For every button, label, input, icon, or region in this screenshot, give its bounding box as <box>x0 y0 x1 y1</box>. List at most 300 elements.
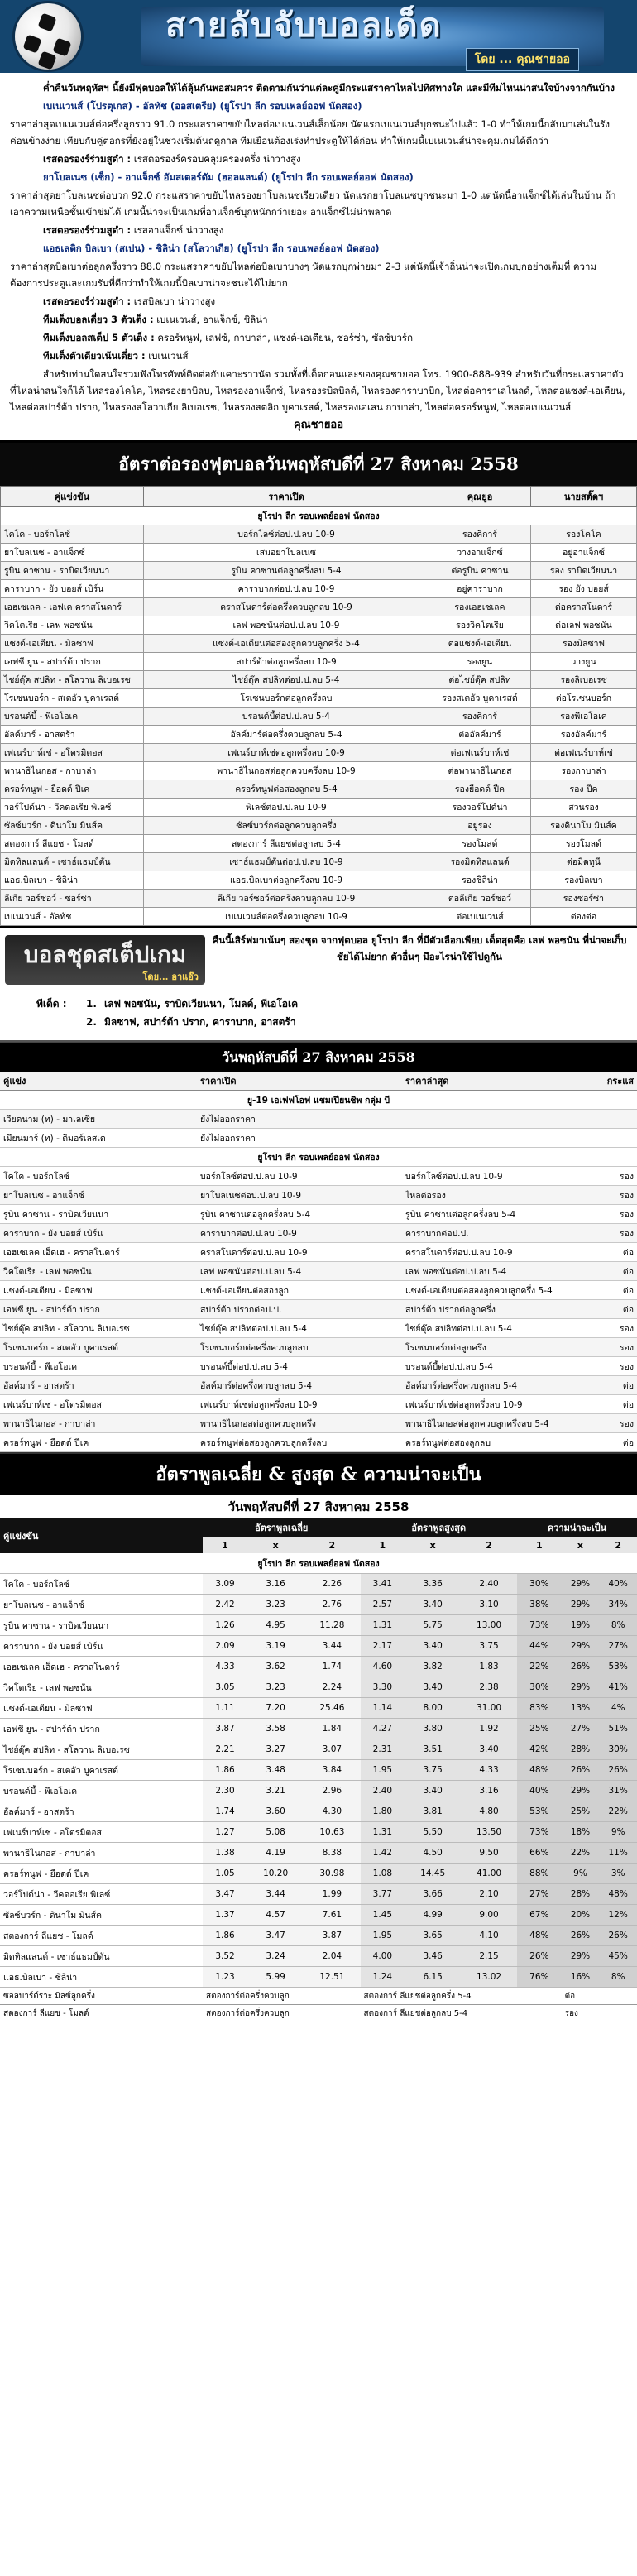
pool-avg: 3.47 <box>247 1926 304 1946</box>
pool-avg: 1.27 <box>203 1822 247 1843</box>
pool-prob: 28% <box>562 1739 600 1760</box>
pool-prob: 67% <box>517 1905 562 1926</box>
odds-match: แซงต์-เอเตียน - มิลซาฟ <box>1 635 144 653</box>
trend-latest <box>402 1110 589 1129</box>
pool-match: วิคโตเรีย - เลฟ พอซนัน <box>0 1677 203 1698</box>
trend-direction: รอง <box>589 1186 637 1205</box>
odds-match: มิดทิลแลนด์ - เซาธ์แธมป์ตัน <box>1 853 144 871</box>
odds-match: โคโค - บอร์กโลซ์ <box>1 525 144 544</box>
col-outcome: x <box>247 1537 304 1553</box>
pool-match: วอร์โปด์น่า - วีคดอเรีย พิเลซ์ <box>0 1884 203 1905</box>
pool-prob: 44% <box>517 1636 562 1657</box>
pool-avg: 2.30 <box>203 1781 247 1801</box>
pool-avg: 3.27 <box>247 1739 304 1760</box>
pool-avg: 1.37 <box>203 1905 247 1926</box>
trend-direction: ต่อ <box>589 1281 637 1300</box>
pool-prob: 51% <box>599 1719 637 1739</box>
match-2-fav: เรสตอรองร์ร่วมสูดำ : เรสอาแจ็กซ์ น่าวางสูง <box>43 224 224 236</box>
trend-open: ไชย์ดุ๊ค สปลิทต่อป.ป.ลบ 5-4 <box>197 1319 402 1338</box>
odds-tip-2: ต่อมิดทูนี <box>531 853 637 871</box>
promo-logo: บอลชุดสเต็ปเกม โดย... อาแอ๊ว <box>5 935 205 985</box>
trend-match: บรอนด์บี้ - พีเอโอเค <box>0 1357 197 1376</box>
odds-open: อัลค์มาร์ต่อครึ่งควบลูกลบ 5-4 <box>144 726 429 744</box>
trend-row <box>0 1224 637 1243</box>
trend-open: ยาโบลเนซต่อป.ป.ลบ 10-9 <box>197 1186 402 1205</box>
pool-prob: 22% <box>517 1657 562 1677</box>
pool-avg: 3.07 <box>304 1739 360 1760</box>
odds-open: สปาร์ต้าต่อลูกครึ่งลบ 10-9 <box>144 653 429 671</box>
trend-direction <box>589 1129 637 1148</box>
odds-tip-2: รองซอร์ซ่า <box>531 890 637 908</box>
odds-row <box>1 708 637 726</box>
trend-latest: เลฟ พอซนันต่อป.ป.ลบ 5-4 <box>402 1262 589 1281</box>
col-outcome: x <box>562 1537 600 1553</box>
pool-prob: 12% <box>599 1905 637 1926</box>
league-row: ยูโรปา ลีก รอบเพลย์ออฟ นัดสอง <box>1 507 637 525</box>
pool-row <box>0 1967 637 1988</box>
pool-row <box>0 1864 637 1884</box>
pool-prob: 8% <box>599 1615 637 1636</box>
match-2-body: ราคาล่าสุดยาโบลเนซต่อบวก 92.0 กระแสราคาขยับไหลรองยาโบลเนซเรียวเดียว นัดแรกยาโบลเนซบุกชนะมา 1-0 แต่นัดนี้อาแจ็กซ์ได้เล่นในบ้าน ถ้าเอาความเหนือชั้นเข้าข่มได้ เกมนี้น่าจะเป็นเกมที่อาแจ็กซ์บุกหนักกว่าเยอะ อาแจ็กซ์ไม่น่าพลาด <box>10 189 616 218</box>
odds-tip-2: ต่อเฟเนร์บาห์เช่ <box>531 744 637 762</box>
pool-avg: 3.58 <box>247 1719 304 1739</box>
pool-prob: 83% <box>517 1698 562 1719</box>
pool-prob: 28% <box>562 1884 600 1905</box>
odds-tip-2: รองดินาโม มินส์ค <box>531 817 637 835</box>
league-name: ยูโรปา ลีก รอบเพลย์ออฟ นัดสอง <box>0 1148 637 1167</box>
contact-paragraph: สำหรับท่านใดสนใจร่วมฟังโทรศัพท์ติดต่อกับเคาะราวนัด รวมทั้งที่เด็ดก่อนและของคุณชายออ โทร. 1900-888-939 สำหรับวันที่กระแสราคาตัวที่ไหลน่าสนใจก็ได้ ไหลรองโคโค, ไหลรองยาบิลบ, ไหลรองอาแจ็กซ์, ไหลรองรบิลบิลต์, ไหลรองคาราบาบิก, ไหลต่อคาราเลโนลด์, ไหลต่อแซงต์-เอเตียน, ไหลต่อสปาร์ต้า ปราก, ไหลรองสโลวาเกีย ลิเบอเรซ, ไหลรองสตลิก บูคาเรสต์, ไหลรองเอเลน กาบาล่า, ไหลต่อครอร์ทนูฟ, ไหลต่อเบเนเวนส์ <box>10 368 625 413</box>
pool-prob: 25% <box>517 1719 562 1739</box>
pool-max: 3.30 <box>361 1677 405 1698</box>
trend-row <box>0 1243 637 1262</box>
odds-row <box>1 580 637 598</box>
odds-open: พิเลซ์ต่อป.ป.ลบ 10-9 <box>144 799 429 817</box>
pool-avg: 2.24 <box>304 1677 360 1698</box>
odds-open: ซัลซ์บวร์กต่อลูกควบลูกครึ่ง <box>144 817 429 835</box>
pool-max: 4.27 <box>361 1719 405 1739</box>
pool-max: 3.40 <box>405 1677 461 1698</box>
odds-tip-1: รองเอฮเซเลค <box>429 598 531 616</box>
trend-open: บอร์กโลซ์ต่อป.ป.ลบ 10-9 <box>197 1167 402 1186</box>
odds-tip-2: รองพีเอโอเค <box>531 708 637 726</box>
odds-open: เสมอยาโบลเนซ <box>144 544 429 562</box>
trend-direction: รอง <box>589 1167 637 1186</box>
trend-open: บรอนด์บี้ต่อป.ป.ลบ 5-4 <box>197 1357 402 1376</box>
odds-row <box>1 562 637 580</box>
header-banner <box>0 0 637 73</box>
trend-latest <box>402 1129 589 1148</box>
pool-max: 1.80 <box>361 1801 405 1822</box>
pool-max: 3.75 <box>461 1636 517 1657</box>
trend-match: อัลค์มาร์ - อาสตร้า <box>0 1376 197 1395</box>
pool-section <box>0 1452 637 2022</box>
pool-prob: 53% <box>599 1657 637 1677</box>
odds-tip-1: อยู่รอง <box>429 817 531 835</box>
odds-match: เบเนเวนส์ - อัลทัช <box>1 908 144 926</box>
pool-max: 4.33 <box>461 1760 517 1781</box>
pool-table <box>0 1518 637 2022</box>
odds-match: โรเซนบอร์ก - สเตอัว บูคาเรสต์ <box>1 689 144 708</box>
pool-avg: 3.48 <box>247 1760 304 1781</box>
trend-open: คราสโนดาร์ต่อป.ป.ลบ 10-9 <box>197 1243 402 1262</box>
pool-max: 1.24 <box>361 1967 405 1988</box>
pool-max: 2.17 <box>361 1636 405 1657</box>
pool-avg: 3.21 <box>247 1781 304 1801</box>
odds-row <box>1 817 637 835</box>
pool-prob: 3% <box>599 1864 637 1884</box>
pool-match: คาราบาก - ยัง บอยส์ เบิร์น <box>0 1636 203 1657</box>
pool-avg: 1.74 <box>203 1801 247 1822</box>
summary-step: ทีมเต็งบอลสเต็ป 5 ตัวเต็ง : ครอร์ทนูฟ, เลฟซ์, กาบาล่า, แซงต์-เอเตียน, ซอร์ซ่า, ซัลซ์บวร์ก <box>43 332 414 343</box>
pool-match: ซัลซ์บวร์ก - ดินาโม มินส์ค <box>0 1905 203 1926</box>
intro-lead: ค่ำคืนวันพฤหัสฯ นี้ยังมีฟุตบอลให้ได้ลุ้นกันพอสมควร ติดตามกันว่าแต่ละคู่มีกระแสราคาไหลไปทิศทางใด และมีทีมไหนน่าสนใจบ้างจากกันบ้าง <box>43 82 615 94</box>
col-match: คู่แข่งขัน <box>1 487 144 507</box>
col-outcome: 2 <box>599 1537 637 1553</box>
col-match: คู่แข่ง <box>0 1072 197 1091</box>
odds-tip-1: ต่อรูบิน คาซาน <box>429 562 531 580</box>
odds-match: ไชย์ดุ๊ค สปลิท - สโลวาน ลิเบอเรซ <box>1 671 144 689</box>
match-3-title: แอธเลติก บิลเบา (สเปน) - ชิลิน่า (สโลวาเกีย) (ยูโรปา ลีก รอบเพลย์ออฟ นัดสอง) <box>43 242 380 254</box>
pool-row <box>0 1657 637 1677</box>
pool-avg: 1.11 <box>203 1698 247 1719</box>
trend-row <box>0 1414 637 1433</box>
odds-tip-2: รองมิลซาฟ <box>531 635 637 653</box>
odds-match: ซัลซ์บวร์ก - ดินาโม มินส์ค <box>1 817 144 835</box>
odds-tip-1: ต่ออัลค์มาร์ <box>429 726 531 744</box>
pool-avg: 2.21 <box>203 1739 247 1760</box>
pool-match: โรเซนบอร์ก - สเตอัว บูคาเรสต์ <box>0 1760 203 1781</box>
pool-avg: 4.95 <box>247 1615 304 1636</box>
match-1-title: เบเนเวนส์ (โปรตุเกส) - อัลทัช (ออสเตรีย) (ยูโรปา ลีก รอบเพลย์ออฟ นัดสอง) <box>43 100 362 112</box>
pool-max: 2.40 <box>361 1781 405 1801</box>
pool-prob: 73% <box>517 1822 562 1843</box>
pool-max: 5.50 <box>405 1822 461 1843</box>
odds-tip-2: รองลิเบอเรซ <box>531 671 637 689</box>
trend-table-section <box>0 1042 637 1452</box>
odds-match: ครอร์ทนูฟ - ยือดด์ ปีเค <box>1 780 144 799</box>
trend-direction: รอง <box>589 1414 637 1433</box>
trend-open: ครอร์ทนูฟต่อสองลูกควบลูกครึ่งลบ <box>197 1433 402 1452</box>
pool-max: 2.40 <box>461 1574 517 1595</box>
trend-match: เวียดนาม (ท) - มาเลเซีย <box>0 1110 197 1129</box>
league-row <box>0 1553 637 1574</box>
odds-open: พานาธิไนกอสต่อลูกควบครึ่งลบ 10-9 <box>144 762 429 780</box>
odds-open: ลีเกีย วอร์ซอว์ต่อครึ่งควบลูกลบ 10-9 <box>144 890 429 908</box>
pool-avg: 2.04 <box>304 1946 360 1967</box>
trend-match: โรเซนบอร์ก - สเตอัว บูคาเรสต์ <box>0 1338 197 1357</box>
trend-match: คาราบาก - ยัง บอยส์ เบิร์น <box>0 1224 197 1243</box>
odds-row <box>1 853 637 871</box>
pool-max: 3.51 <box>405 1739 461 1760</box>
pool-avg: 3.52 <box>203 1946 247 1967</box>
odds-row <box>1 780 637 799</box>
pool-max: 4.60 <box>361 1657 405 1677</box>
trend-direction: รอง <box>589 1224 637 1243</box>
pool-match: เอฮเซเลค เอ็ดเฮ - คราสโนดาร์ <box>0 1657 203 1677</box>
odds-tip-1: รองคิการ์ <box>429 525 531 544</box>
col-trend: กระแส <box>589 1072 637 1091</box>
col-outcome: 1 <box>361 1537 405 1553</box>
odds-table-heading: อัตราต่อรองฟุตบอลวันพฤหัสบดีที่ 27 สิงหาคม 2558 <box>0 443 637 486</box>
pool-prob: 38% <box>517 1595 562 1615</box>
pool-avg: 3.23 <box>247 1677 304 1698</box>
pool-prob: 30% <box>517 1574 562 1595</box>
pool-avg: 11.28 <box>304 1615 360 1636</box>
col-tipster-2: นายสตั๊ดฯ <box>531 487 637 507</box>
trend-match: รูบิน คาซาน - ราบิดเวียนนา <box>0 1205 197 1224</box>
odds-tip-1: รองยูน <box>429 653 531 671</box>
pool-prob: 26% <box>562 1657 600 1677</box>
pool-prob: 88% <box>517 1864 562 1884</box>
odds-tip-2: อยู่อาแจ็กซ์ <box>531 544 637 562</box>
trend-match: เอฟซี ยูน - สปาร์ต้า ปราก <box>0 1300 197 1319</box>
odds-tip-1: ต่อพานาธิไนกอส <box>429 762 531 780</box>
promo-picks <box>36 995 615 1031</box>
pool-max: 2.10 <box>461 1884 517 1905</box>
odds-tip-1: ต่อแซงต์-เอเตียน <box>429 635 531 653</box>
trend-direction: ต่อ <box>589 1262 637 1281</box>
odds-open: แอธ.บิลเบาต่อลูกครึ่งลบ 10-9 <box>144 871 429 890</box>
trend-match: ครอร์ทนูฟ - ยือดด์ ปีเค <box>0 1433 197 1452</box>
pool-max: 3.40 <box>405 1636 461 1657</box>
pool-prob: 13% <box>562 1698 600 1719</box>
pool-avg: 4.19 <box>247 1843 304 1864</box>
odds-open: คาราบากต่อป.ป.ลบ 10-9 <box>144 580 429 598</box>
trend-match: ยาโบลเนซ - อาแจ็กซ์ <box>0 1186 197 1205</box>
pool-max: 3.66 <box>405 1884 461 1905</box>
pool-max: 13.00 <box>461 1615 517 1636</box>
odds-row <box>1 835 637 853</box>
odds-tip-1: รองยือดด์ ปีค <box>429 780 531 799</box>
pool-avg: 4.33 <box>203 1657 247 1677</box>
trend-row <box>0 1376 637 1395</box>
odds-tip-1: วางอาแจ็กซ์ <box>429 544 531 562</box>
pool-avg: 1.74 <box>304 1657 360 1677</box>
trend-direction <box>589 1110 637 1129</box>
pool-max: 3.80 <box>405 1719 461 1739</box>
odds-row <box>1 890 637 908</box>
promo-pick-2: 2. มิลซาฟ, สปาร์ต้า ปราก, คาราบาก, อาสตร้า <box>86 1016 296 1028</box>
match-1-fav: เรสตอรองร์ร่วมสูดำ : เรสตอรองร์ครอบคลุมครองครึ่ง น่าวางสูง <box>43 153 301 165</box>
odds-open: เบเนเวนส์ต่อครึ่งควบลูกลบ 10-9 <box>144 908 429 926</box>
pool-prob: 40% <box>517 1781 562 1801</box>
pool-max: 1.31 <box>361 1822 405 1843</box>
trend-row <box>0 1205 637 1224</box>
odds-match: พานาธิไนกอส - กาบาล่า <box>1 762 144 780</box>
tip-row <box>0 1988 637 2005</box>
odds-tip-2: ต่อโรเซนบอร์ก <box>531 689 637 708</box>
trend-table-heading: วันพฤหัสบดีที่ 27 สิงหาคม 2558 <box>0 1042 637 1072</box>
pool-row <box>0 1884 637 1905</box>
pool-max: 2.38 <box>461 1677 517 1698</box>
pool-avg: 4.57 <box>247 1905 304 1926</box>
odds-open: ครอร์ทนูฟต่อสองลูกลบ 5-4 <box>144 780 429 799</box>
odds-tip-1: ต่อเบเนเวนส์ <box>429 908 531 926</box>
pool-avg: 5.08 <box>247 1822 304 1843</box>
pool-row <box>0 1698 637 1719</box>
pool-prob: 26% <box>562 1926 600 1946</box>
trend-match: ไชย์ดุ๊ค สปลิท - สโลวาน ลิเบอเรซ <box>0 1319 197 1338</box>
pool-row <box>0 1574 637 1595</box>
odds-tip-2: วางยูน <box>531 653 637 671</box>
pool-match: พานาธิไนกอส - กาบาล่า <box>0 1843 203 1864</box>
pool-prob: 29% <box>562 1946 600 1967</box>
odds-tip-1: รองชิลิน่า <box>429 871 531 890</box>
pool-max: 1.31 <box>361 1615 405 1636</box>
signature: คุณชายออ <box>293 419 344 431</box>
pool-avg: 25.46 <box>304 1698 360 1719</box>
odds-row <box>1 616 637 635</box>
odds-open: บรอนด์บี้ต่อป.ป.ลบ 5-4 <box>144 708 429 726</box>
odds-tip-1: รองมิดทิลแลนด์ <box>429 853 531 871</box>
trend-latest: ครอร์ทนูฟต่อสองลูกลบ <box>402 1433 589 1452</box>
odds-tip-2: รอง ราบิดเวียนนา <box>531 562 637 580</box>
trend-direction: ต่อ <box>589 1376 637 1395</box>
promo-section <box>0 928 637 1042</box>
pool-max: 3.75 <box>405 1760 461 1781</box>
trend-row <box>0 1110 637 1129</box>
pool-row <box>0 1760 637 1781</box>
tip-cell: สตองการ์ต่อครึ่งควบลูก <box>203 2005 361 2022</box>
pool-prob: 73% <box>517 1615 562 1636</box>
odds-tip-1: ต่อเฟเนร์บาห์เช่ <box>429 744 531 762</box>
trend-match: เอฮเซเลค เอ็ดเฮ - คราสโนดาร์ <box>0 1243 197 1262</box>
odds-tip-2: ต่อคราสโนดาร์ <box>531 598 637 616</box>
league-name: ยู-19 เอเฟฟโอฟ แชมเปียนชิพ กลุ่ม บี <box>0 1091 637 1110</box>
trend-row <box>0 1319 637 1338</box>
trend-direction: รอง <box>589 1205 637 1224</box>
pool-row <box>0 1905 637 1926</box>
trend-match: เมียนมาร์ (ท) - ติมอร์เลสเต <box>0 1129 197 1148</box>
trend-open: เฟเนร์บาห์เช่ต่อลูกครึ่งลบ 10-9 <box>197 1395 402 1414</box>
pool-max: 41.00 <box>461 1864 517 1884</box>
pool-match: เฟเนร์บาห์เช่ - อโตรมิตอส <box>0 1822 203 1843</box>
pool-prob: 66% <box>517 1843 562 1864</box>
pool-max: 1.83 <box>461 1657 517 1677</box>
trend-latest: บรอนด์บี้ต่อป.ป.ลบ 5-4 <box>402 1357 589 1376</box>
odds-tip-2: รองกาบาล่า <box>531 762 637 780</box>
pool-avg: 1.26 <box>203 1615 247 1636</box>
pool-avg: 1.84 <box>304 1719 360 1739</box>
pool-max: 2.31 <box>361 1739 405 1760</box>
pool-match: ยาโบลเนซ - อาแจ็กซ์ <box>0 1595 203 1615</box>
pool-avg: 1.23 <box>203 1967 247 1988</box>
pool-prob: 16% <box>562 1967 600 1988</box>
pool-avg: 3.60 <box>247 1801 304 1822</box>
tip-row <box>0 2005 637 2022</box>
pool-avg: 3.23 <box>247 1595 304 1615</box>
trend-table <box>0 1072 637 1452</box>
odds-tip-1: รองโมลด์ <box>429 835 531 853</box>
col-latest: ราคาล่าสุด <box>402 1072 589 1091</box>
odds-row <box>1 762 637 780</box>
pool-max: 4.80 <box>461 1801 517 1822</box>
tip-cell: สตองการ์ต่อครึ่งควบลูก <box>203 1988 361 2005</box>
pool-avg: 3.44 <box>247 1884 304 1905</box>
pool-match: แซงต์-เอเตียน - มิลซาฟ <box>0 1698 203 1719</box>
pool-max: 14.45 <box>405 1864 461 1884</box>
pool-max: 2.15 <box>461 1946 517 1967</box>
odds-row <box>1 871 637 890</box>
trend-open: เลฟ พอซนันต่อป.ป.ลบ 5-4 <box>197 1262 402 1281</box>
odds-open: โรเซนบอร์กต่อลูกครึ่งลบ <box>144 689 429 708</box>
pool-max: 6.15 <box>405 1967 461 1988</box>
trend-row <box>0 1395 637 1414</box>
pool-row <box>0 1615 637 1636</box>
pool-prob: 25% <box>562 1801 600 1822</box>
pool-max: 3.65 <box>405 1926 461 1946</box>
pool-row <box>0 1926 637 1946</box>
pool-max: 1.08 <box>361 1864 405 1884</box>
pool-max: 3.41 <box>361 1574 405 1595</box>
odds-row <box>1 525 637 544</box>
odds-open: สตองการ์ ลีแยชต่อลูกลบ 5-4 <box>144 835 429 853</box>
pool-max: 4.10 <box>461 1926 517 1946</box>
pool-prob: 26% <box>599 1926 637 1946</box>
trend-open: ยังไม่ออกราคา <box>197 1110 402 1129</box>
trend-direction: รอง <box>589 1319 637 1338</box>
pool-prob: 4% <box>599 1698 637 1719</box>
odds-tip-1: รองสเตอัว บูคาเรสต์ <box>429 689 531 708</box>
odds-open: เซาธ์แธมป์ตันต่อป.ป.ลบ 10-9 <box>144 853 429 871</box>
pool-prob: 26% <box>562 1760 600 1781</box>
trend-open: ยังไม่ออกราคา <box>197 1129 402 1148</box>
col-outcome: 2 <box>461 1537 517 1553</box>
trend-row <box>0 1186 637 1205</box>
pool-max: 1.92 <box>461 1719 517 1739</box>
pool-prob: 42% <box>517 1739 562 1760</box>
match-3-body: ราคาล่าสุดบิลเบาต่อลูกครึ่งราว 88.0 กระแสราคาขยับไหลต่อบิลเบาบางๆ นัดแรกบุกพ่ายมา 2-3 แต่นัดนี้เจ้าถิ่นน่าจะเปิดเกมบุกอย่างเต็มที่ ความต้องการประตูและเกมรับที่ดีกว่าทำให้เกมนี้บิลเบาน่าจะชนะได้ไม่ยาก <box>10 261 597 289</box>
pool-avg: 1.38 <box>203 1843 247 1864</box>
league-name: ยูโรปา ลีก รอบเพลย์ออฟ นัดสอง <box>0 1553 637 1574</box>
promo-pick-1: ทีเด็ด : 1. เลฟ พอซนัน, ราบิดเวียนนา, โมลด์, พีเอโอเค <box>36 998 299 1010</box>
pool-row <box>0 1719 637 1739</box>
trend-direction: รอง <box>589 1338 637 1357</box>
pool-avg: 3.24 <box>247 1946 304 1967</box>
col-outcome: x <box>405 1537 461 1553</box>
pool-match: ครอร์ทนูฟ - ยือดด์ ปีเค <box>0 1864 203 1884</box>
trend-latest: ไชย์ดุ๊ค สปลิทต่อป.ป.ลบ 5-4 <box>402 1319 589 1338</box>
pool-max: 1.42 <box>361 1843 405 1864</box>
tip-cell: สตองการ์ ลีแยชต่อลูกลบ 5-4 <box>361 2005 562 2022</box>
trend-latest: คราสโนดาร์ต่อป.ป.ลบ 10-9 <box>402 1243 589 1262</box>
match-1-body: ราคาล่าสุดเบเนเวนส์ต่อครึ่งลูกราว 91.0 กระแสราคาขยับไหลต่อเบเนเวนส์เล็กน้อย นัดแรกเบเนเวนส์บุกชนะไปแล้ว 1-0 ทำให้เกมนี้กลับมาเล่นในรังค่อนข้างง่าย เทียบกับคู่ต่อกรที่ยังอยู่ในช่วงเริ่มต้นฤดูกาล ทีมเยือนต้องเร่งทำประตูให้ได้ก่อน ทำให้เกมนี้เบเนเวนส์น่าจะคุมเกมได้ดีกว่า <box>10 118 610 146</box>
pool-max: 3.40 <box>405 1595 461 1615</box>
pool-prob: 48% <box>517 1760 562 1781</box>
summary-solo: ทีมเต็งตัวเดียวเน้นเดี่ยว : เบเนเวนส์ <box>43 350 189 362</box>
odds-open: บอร์กโลซ์ต่อป.ป.ลบ 10-9 <box>144 525 429 544</box>
trend-row <box>0 1338 637 1357</box>
pool-prob: 29% <box>562 1636 600 1657</box>
pool-prob: 76% <box>517 1967 562 1988</box>
odds-match: ยาโบลเนซ - อาแจ็กซ์ <box>1 544 144 562</box>
pool-prob: 26% <box>599 1760 637 1781</box>
league-row <box>0 1091 637 1110</box>
odds-tip-2: รองโมลด์ <box>531 835 637 853</box>
pool-row <box>0 1801 637 1822</box>
odds-row <box>1 544 637 562</box>
pool-avg: 8.38 <box>304 1843 360 1864</box>
pool-row <box>0 1595 637 1615</box>
odds-row <box>1 799 637 817</box>
pool-avg: 1.99 <box>304 1884 360 1905</box>
trend-latest: เฟเนร์บาห์เช่ต่อลูกครึ่งลบ 10-9 <box>402 1395 589 1414</box>
tip-cell: สตองการ์ ลีแยชต่อลูกครึ่ง 5-4 <box>361 1988 562 2005</box>
pool-avg: 3.47 <box>203 1884 247 1905</box>
trend-match: พานาธิไนกอส - กาบาล่า <box>0 1414 197 1433</box>
pool-row <box>0 1843 637 1864</box>
trend-latest: ไหลต่อรอง <box>402 1186 589 1205</box>
